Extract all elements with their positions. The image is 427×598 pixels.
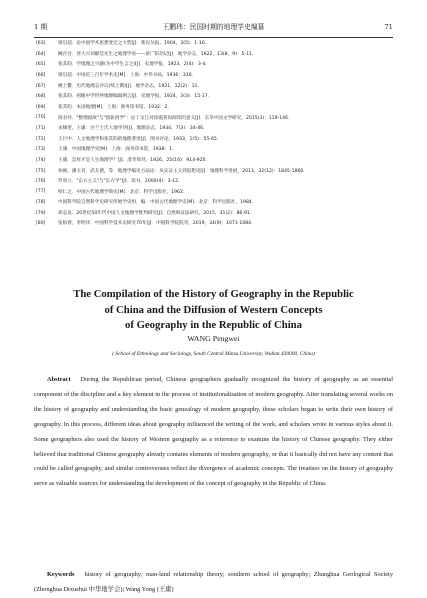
reference-item <box>36 114 390 124</box>
keywords-text: history of geography; man-land relationship theory; southern school of geography; Zhunghua Geological Society (Zhonghua Dixuehui 中华地学会); Wang Yong (王庸) <box>34 571 393 593</box>
reference-text: 梁启超．中国近三百年学术史[M]．上海：中华书局，1936：316. <box>58 72 194 78</box>
reference-text: 中国科学院自然科学史研究所地学史组，编．中国古代地理学史[M]．北京：科学出版社，1984. <box>58 200 254 206</box>
issue-label: 1 期 <box>34 23 48 31</box>
reference-text: 张其昀．本国地理[M]．上海：商务印书馆，1932：2. <box>58 104 169 110</box>
reference-number: [80] <box>36 221 46 227</box>
reference-number: [63] <box>36 41 46 46</box>
running-header <box>34 21 393 33</box>
reference-text: 姚存吾．述大兴刘献廷先生之地理学说——读广阳杂记[J]．地学杂志，1922，13(8，9)：5-11. <box>58 51 254 57</box>
reference-item <box>36 103 390 114</box>
reference-item <box>36 124 390 135</box>
reference-item <box>36 167 390 178</box>
reference-number: [78] <box>36 200 46 206</box>
reference-item <box>36 177 390 188</box>
reference-item <box>36 50 390 61</box>
reference-item <box>36 71 390 82</box>
reference-number: [66] <box>36 72 46 78</box>
reference-text: 孙俊，潘玉君，武友德，等．地理学编史方法论：从实证主义到思想史[J]．地理科学进展，2013，32(12)：1845-1860. <box>58 168 305 174</box>
reference-number: [74] <box>36 157 46 163</box>
reference-number: [73] <box>36 147 46 153</box>
abstract-label: Abstract <box>47 376 71 383</box>
reference-text: 侯仁之．中国古代地理学简史[M]．北京：科学出版社，1962. <box>58 189 185 195</box>
title-line-1: The Compilation of the History of Geography in the Republic <box>73 288 354 300</box>
reference-text: 胡志良．20世纪50年代中国人文地理学批判研究[J]．自然辩证法研究，2015，31(2)：86-91. <box>58 210 252 216</box>
reference-number: [79] <box>36 210 46 216</box>
reference-item <box>36 135 390 146</box>
english-title <box>40 287 387 334</box>
reference-text: 王庸．中国地理学史[M]．上海：商务印书馆，1938：1. <box>58 147 174 153</box>
author-name: WANG Pengwei <box>187 334 240 343</box>
reference-item <box>36 39 390 50</box>
reference-number: [76] <box>36 179 46 185</box>
reference-number: [68] <box>36 94 46 100</box>
reference-item <box>36 156 390 167</box>
reference-text: 罗厚立．"东方主义"与"东方学"[J]．读书，2000(4)：3-12. <box>58 179 180 185</box>
reference-item <box>36 92 390 103</box>
reference-text: 张柏春，李明洋．中国科学技术史研究70年[J]．中国科学院院刊，2019，34(9)：1071-1084. <box>58 221 253 227</box>
keywords <box>34 568 393 598</box>
title-line-2: of China and the Diffusion of Western Concepts <box>104 303 323 316</box>
reference-list <box>36 39 390 230</box>
abstract <box>34 373 393 492</box>
reference-text: 张其昀．初级中学世界地理编辑例言[J]．史地学报，1924，3(3)：15-17. <box>58 94 210 100</box>
reference-number: [65] <box>36 62 46 68</box>
reference-text: 宋棣堃，王庸．白兰士氏人地学序[J]．地理杂志，1934，7(3)：34-46. <box>58 125 205 131</box>
reference-text: 姚士鳌．历代地理志评议(续上期)[J]．地学杂志，1921，12(2)：11. <box>58 83 199 89</box>
reference-item <box>36 60 390 71</box>
reference-text: 王巨中．人文地理学和张其昀的地理著述[J]．图书评论，1933，1(5)：55-65. <box>58 136 219 142</box>
reference-number: [72] <box>36 136 46 142</box>
reference-number: [77] <box>36 188 46 194</box>
reference-number: [67] <box>36 83 46 89</box>
reference-item <box>36 82 390 93</box>
abstract-text: During the Republican period, Chinese geographers gradually recognized the history of geography as an essential component of the discipline and a key element in the process of institutionalisation of modern geography. After translating several works on the history of geography and understanding the basic genealogy of modern geography, these scholars began to write their own history of geography. In this process, different ideas about geography influenced the writing of the work, and scholars wrote in various styles about it. Some geographers also used the history of Western geography as a reference to examine the history of Chinese geography. They either believed that traditional Chinese geography already contains elements of modern geography, or that it basically did not have any content that could be called geography, and similar controversies reflect the divergence of academic concepts. The treatises on the history of geography serve as valuable sources for understanding the development of the concept of geography in the Republic of China. <box>34 376 393 488</box>
title-line-3: of Geography in the Republic of China <box>125 319 302 332</box>
keywords-label: Keywords <box>47 571 75 578</box>
reference-text: 简君玲．"整理国故"与"接轨西学"：论丁文江对徐霞客再阅读的意义[J]．东华中国文学研究，2015(3)：119-146. <box>58 115 290 121</box>
reference-item <box>36 188 390 198</box>
page-number: 71 <box>384 23 393 31</box>
reference-text: 王庸．怎样才是人生地理学？[J]．清华周刊，1926，25(16)：914-920. <box>58 157 208 163</box>
reference-text: 张其昀．学地理之兴趣(为中学生言之)[J]．史地学报，1923，2(4)：3-4. <box>58 62 207 68</box>
reference-text: 梁启超．论中国学术思想变迁之大势[J]．新民丛报，1904，3(5)：1-16. <box>58 41 207 46</box>
reference-number: [75] <box>36 168 46 174</box>
author-affiliation: ( School of Ethnology and Sociology, South Central Minzu University, Wuhan 430000, China) <box>112 351 315 357</box>
reference-number: [64] <box>36 51 46 57</box>
header-rule <box>34 37 393 38</box>
reference-number: [71] <box>36 125 46 131</box>
reference-number: [69] <box>36 104 46 110</box>
reference-item <box>36 219 390 230</box>
reference-number: [70] <box>36 114 46 120</box>
reference-item <box>36 209 390 220</box>
running-title: 王鹏玮：民国时期的地理学史编纂 <box>162 23 265 31</box>
reference-item <box>36 145 390 156</box>
reference-item <box>36 198 390 209</box>
